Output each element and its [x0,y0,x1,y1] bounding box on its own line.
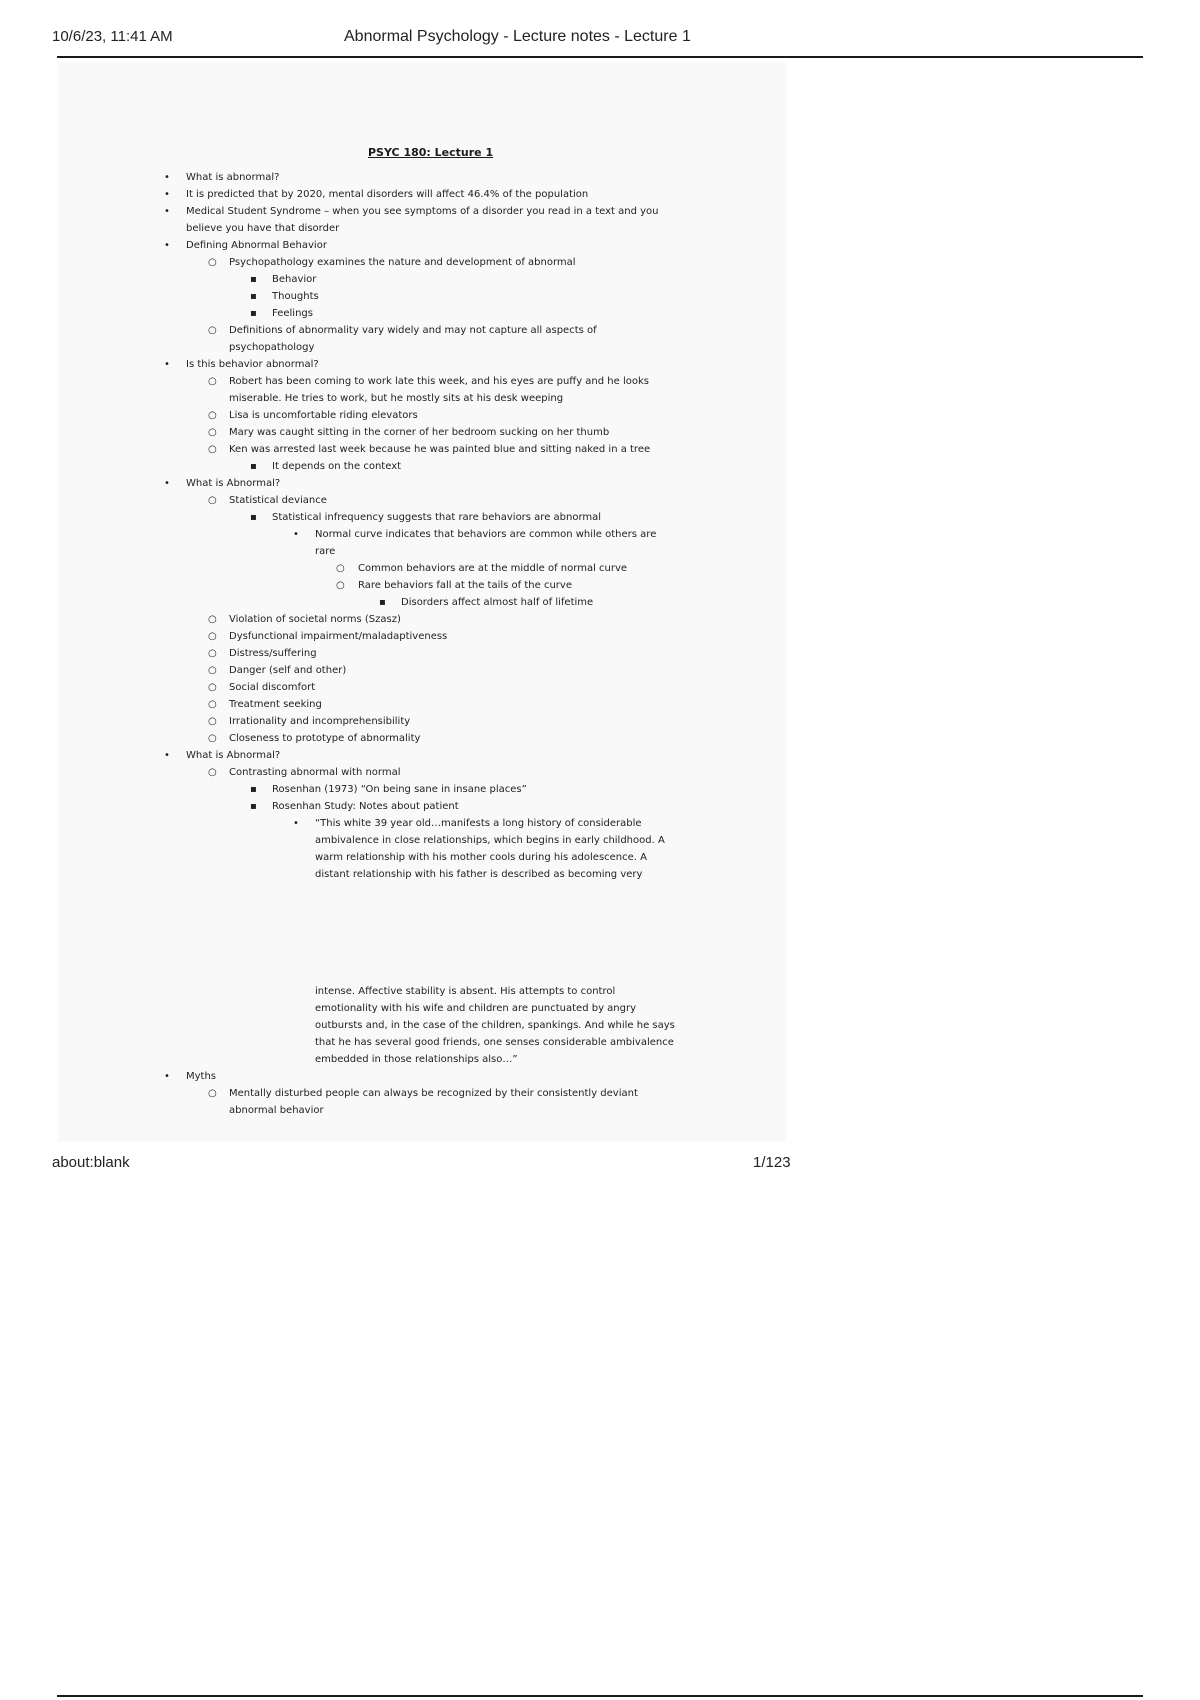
page-counter: 1/123 [753,1154,791,1171]
note-line: Treatment seeking [229,699,322,710]
note-line: Lisa is uncomfortable riding elevators [229,410,418,421]
bullet-marker: • [164,478,170,489]
bullet-marker: • [164,172,170,183]
bullet-marker: ○ [208,716,217,727]
note-line: It depends on the context [272,461,402,472]
note-line: Rosenhan Study: Notes about patient [272,801,459,812]
note-line: Medical Student Syndrome – when you see symptoms of a disorder you read in a text and you [186,206,659,217]
note-line: Feelings [272,308,313,319]
note-line: Common behaviors are at the middle of normal curve [358,563,628,574]
note-line: Dysfunctional impairment/maladaptiveness [229,631,448,642]
bullet-marker: ▪ [250,461,257,472]
note-line: Thoughts [272,291,319,302]
note-line: embedded in those relationships also…” [315,1054,518,1065]
note-line: Rosenhan (1973) “On being sane in insane places” [272,784,527,795]
bullet-marker: ○ [208,427,217,438]
note-line: rare [315,546,336,557]
bullet-marker: • [293,529,299,540]
bullet-marker: ▪ [250,291,257,302]
bullet-marker: ▪ [379,597,386,608]
note-line: Behavior [272,274,317,285]
bullet-marker: ○ [336,563,345,574]
bullet-marker: ○ [208,410,217,421]
bullet-marker: ○ [208,665,217,676]
note-line: Ken was arrested last week because he was painted blue and sitting naked in a tree [229,444,651,455]
note-line: Disorders affect almost half of lifetime [401,597,594,608]
bullet-marker: • [164,1071,170,1082]
bullet-marker: ○ [208,444,217,455]
bullet-marker: ○ [336,580,345,591]
bullet-marker: • [164,359,170,370]
note-line: miserable. He tries to work, but he mostly sits at his desk weeping [229,393,564,404]
bullet-marker: ○ [208,682,217,693]
note-line: outbursts and, in the case of the children, spankings. And while he says [315,1020,675,1031]
bullet-marker: ○ [208,699,217,710]
note-line: distant relationship with his father is described as becoming very [315,869,643,880]
bullet-marker: ▪ [250,274,257,285]
bullet-marker: ○ [208,325,217,336]
note-line: Statistical deviance [229,495,327,506]
bullet-marker: • [164,750,170,761]
note-line: It is predicted that by 2020, mental disorders will affect 46.4% of the population [186,189,589,200]
note-line: Defining Abnormal Behavior [186,240,327,251]
note-line: intense. Affective stability is absent. His attempts to control [315,986,616,997]
note-line: Distress/suffering [229,648,317,659]
note-line: Closeness to prototype of abnormality [229,733,421,744]
note-line: Contrasting abnormal with normal [229,767,401,778]
note-line: Statistical infrequency suggests that rare behaviors are abnormal [272,512,602,523]
note-line: What is abnormal? [186,172,280,183]
bullet-marker: ▪ [250,801,257,812]
note-line: believe you have that disorder [186,223,340,234]
note-line: emotionality with his wife and children are punctuated by angry [315,1003,637,1014]
footer-rule [57,1695,1143,1697]
bullet-marker: ○ [208,495,217,506]
note-line: abnormal behavior [229,1105,324,1116]
print-document-title: Abnormal Psychology - Lecture notes - Lecture 1 [344,28,691,45]
note-line: Danger (self and other) [229,665,347,676]
bullet-marker: • [164,206,170,217]
note-line: “This white 39 year old…manifests a long history of considerable [315,818,642,829]
note-line: Is this behavior abnormal? [186,359,319,370]
bullet-marker: ○ [208,614,217,625]
bullet-marker: • [164,240,170,251]
bullet-marker: ▪ [250,512,257,523]
note-line: Mentally disturbed people can always be recognized by their consistently deviant [229,1088,638,1099]
note-line: Myths [186,1071,217,1082]
print-datetime: 10/6/23, 11:41 AM [52,28,173,45]
bullet-marker: • [164,189,170,200]
bullet-marker: ○ [208,257,217,268]
bullet-marker: ○ [208,1088,217,1099]
lecture-title: PSYC 180: Lecture 1 [368,146,494,159]
note-line: Rare behaviors fall at the tails of the curve [358,580,572,591]
bullet-marker: ▪ [250,308,257,319]
note-line: Mary was caught sitting in the corner of her bedroom sucking on her thumb [229,427,610,438]
bullet-marker: ○ [208,376,217,387]
note-line: ambivalence in close relationships, which begins in early childhood. A [315,835,665,846]
bullet-marker: ○ [208,631,217,642]
note-line: psychopathology [229,342,315,353]
note-line: Robert has been coming to work late this week, and his eyes are puffy and he looks [229,376,649,387]
note-line: Irrationality and incomprehensibility [229,716,411,727]
note-line: Violation of societal norms (Szasz) [229,614,401,625]
bullet-marker: ○ [208,767,217,778]
note-line: that he has several good friends, one senses considerable ambivalence [315,1037,674,1048]
print-url: about:blank [52,1154,130,1171]
note-line: What is Abnormal? [186,478,281,489]
note-line: Psychopathology examines the nature and development of abnormal [229,257,576,268]
note-line: warm relationship with his mother cools during his adolescence. A [315,852,647,863]
bullet-marker: ▪ [250,784,257,795]
note-line: Definitions of abnormality vary widely and may not capture all aspects of [229,325,597,336]
bullet-marker: ○ [208,648,217,659]
bullet-marker: ○ [208,733,217,744]
bullet-marker: • [293,818,299,829]
note-line: What is Abnormal? [186,750,281,761]
note-line: Normal curve indicates that behaviors are common while others are [315,529,657,540]
note-line: Social discomfort [229,682,316,693]
